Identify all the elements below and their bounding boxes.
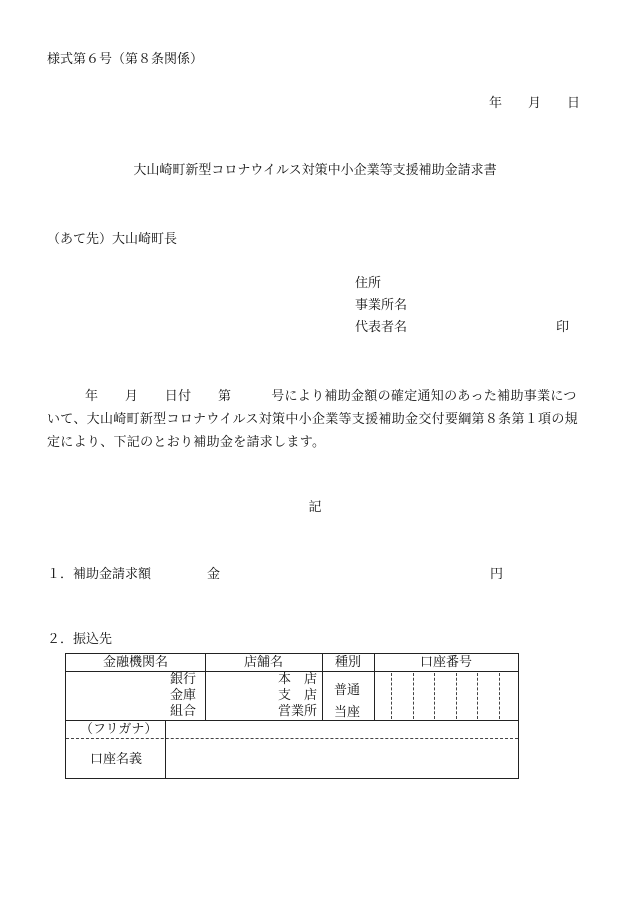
- date-line: [489, 96, 580, 112]
- account-type-toza: 当座: [334, 705, 361, 720]
- body-line-2: いて、大山崎町新型コロナウイルス対策中小企業等支援補助金交付要綱第８条第１項の規: [47, 412, 578, 427]
- holder-label-divider: [165, 720, 166, 779]
- header-account-number: 口座番号: [419, 655, 472, 670]
- digit-divider: [477, 673, 478, 719]
- account-holder-label: 口座名義: [90, 752, 143, 767]
- branch-type-office: 営業所: [278, 704, 318, 719]
- digit-divider: [434, 673, 435, 719]
- account-type-futsu: 普通: [334, 683, 361, 698]
- institution-type-bank: 銀行: [170, 672, 197, 687]
- account-type-list: [334, 680, 360, 724]
- header-type: 種別: [334, 655, 361, 670]
- bank-row-divider: [66, 720, 518, 721]
- transfer-destination-label: ２．振込先: [47, 632, 113, 647]
- bank-account-table: [65, 653, 519, 779]
- digit-divider: [391, 673, 392, 719]
- claim-amount-label: １．補助金請求額: [47, 567, 152, 582]
- applicant-block: [355, 276, 575, 342]
- addressee: （あて先）大山崎町長: [47, 232, 178, 247]
- branch-type-branch: 支 店: [278, 688, 318, 703]
- month-label: 月: [528, 96, 542, 111]
- year-label: 年: [489, 96, 503, 111]
- digit-divider: [413, 673, 414, 719]
- furigana-divider: [66, 738, 518, 739]
- business-name-label: 事業所名: [355, 298, 408, 313]
- header-institution: 金融機関名: [102, 655, 168, 670]
- form-number: 様式第６号（第８条関係）: [47, 52, 204, 67]
- document-title: 大山崎町新型コロナウイルス対策中小企業等支援補助金請求書: [133, 163, 497, 178]
- institution-type-kumiai: 組合: [170, 704, 197, 719]
- digit-divider: [456, 673, 457, 719]
- ki-heading: 記: [308, 500, 322, 515]
- branch-type-head: 本 店: [278, 672, 318, 687]
- body-line-3: 定により、下記のとおり補助金を請求します。: [47, 435, 326, 450]
- request-body-text: [47, 385, 583, 454]
- institution-type-kinko: 金庫: [170, 688, 197, 703]
- digit-divider: [499, 673, 500, 719]
- header-branch: 店舗名: [243, 655, 283, 670]
- furigana-label: （フリガナ）: [80, 722, 158, 737]
- day-label: 日: [567, 96, 581, 111]
- yen-label: 円: [490, 567, 504, 582]
- branch-type-list: [278, 672, 317, 720]
- address-label: 住所: [355, 276, 382, 291]
- kin-label: 金: [207, 567, 221, 582]
- seal-mark: 印: [556, 320, 570, 335]
- representative-label: 代表者名: [355, 320, 408, 335]
- institution-type-list: [170, 672, 196, 720]
- body-line-1: 年 月 日付 第 号により補助金額の確定通知のあった補助事業につ: [85, 389, 577, 404]
